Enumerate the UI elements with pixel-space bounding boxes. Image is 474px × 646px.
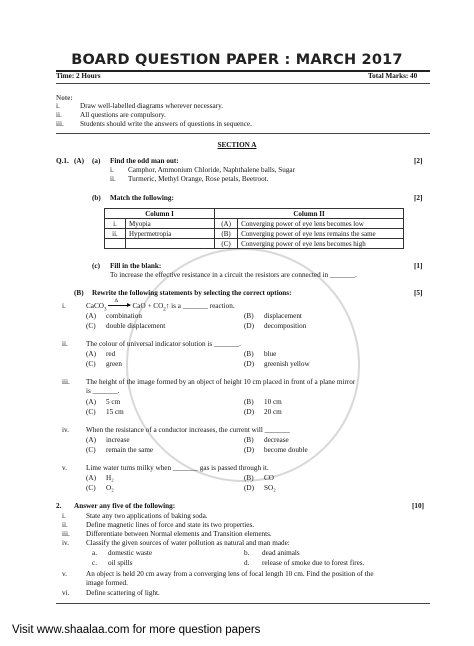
option-label: (B): [244, 312, 254, 320]
option-label: (A): [86, 312, 96, 320]
item-num: ii.: [62, 521, 68, 529]
watermark-seal: [126, 248, 360, 482]
subpart-title: Find the odd man out:: [110, 157, 179, 165]
marks: [10]: [412, 502, 424, 510]
time-label: Time: 2 Hours: [56, 72, 101, 80]
header-rule: [56, 83, 430, 84]
mcq-num: v.: [62, 464, 67, 472]
mcq-stem: The height of the image formed by an object of height 10 cm placed in front of a plane mirror: [86, 378, 356, 386]
section-heading: SECTION A: [217, 141, 257, 149]
mcq-stem: Lime water turns milky when _______ gas is passed through it.: [86, 464, 269, 472]
option-text: red: [106, 350, 116, 358]
marks: [2]: [414, 194, 423, 202]
item-num: ii.: [110, 175, 116, 183]
item-text: Turmeric, Methyl Orange, Rose petals, Beetroot.: [128, 175, 269, 183]
note-text: All questions are compulsory.: [80, 111, 166, 119]
item-num: iii.: [62, 530, 70, 538]
subitem-label: a.: [92, 549, 97, 557]
mcq-stem: CaCO$_3$ Δ CaO + $CO_2↑$ is a _______ reaction.: [86, 298, 235, 313]
subitem-label: b.: [244, 549, 250, 557]
item-text-cont: image formed.: [86, 579, 128, 587]
subitem-text: oil spills: [108, 559, 133, 567]
option-label: (C): [86, 360, 96, 368]
mcq-stem-cont: is _______.: [86, 387, 120, 395]
total-marks-label: Total Marks: 40: [368, 72, 418, 80]
table-row: [105, 239, 404, 249]
fill-blank-text: To increase the effective resistance in a circuit the resistors are connected in _______.: [110, 271, 357, 279]
option-label: (D): [244, 322, 254, 330]
option-text: 5 cm: [106, 398, 121, 406]
row-num: i.: [105, 219, 126, 229]
note-text: Students should write the answers of questions in sequence.: [80, 120, 252, 128]
note-num: i.: [56, 102, 60, 110]
note-heading: Note:: [56, 94, 73, 102]
item-num: iv.: [62, 539, 69, 547]
column1-cell: Hypermetropia: [126, 229, 215, 239]
option-label: (D): [244, 484, 254, 492]
mcq-num: iv.: [62, 426, 69, 434]
option-label: (A): [86, 436, 96, 444]
item-num: v.: [62, 570, 67, 578]
option-label: (C): [86, 484, 96, 492]
paper-title: BOARD QUESTION PAPER : MARCH 2017: [71, 52, 403, 68]
footer-link[interactable]: Visit www.shaalaa.com for more question papers: [12, 624, 261, 636]
row-num: ii.: [105, 229, 126, 239]
footer-rule: [56, 603, 430, 604]
item-text: Define scattering of light.: [86, 589, 160, 597]
note-num: ii.: [56, 111, 62, 119]
option-text: become double: [264, 446, 308, 454]
option-text: H₂: [106, 474, 114, 482]
option-label: (B): [244, 474, 254, 482]
marks: [5]: [414, 289, 423, 297]
option-label: (C): [86, 322, 96, 330]
option-label: (C): [86, 408, 96, 416]
item-num: i.: [110, 166, 114, 174]
option-label: (B): [244, 436, 254, 444]
subpart-label: (c): [92, 262, 100, 270]
option-text: 15 cm: [106, 408, 124, 416]
option-text: double displacement: [106, 322, 166, 330]
column2-cell: Converging power of eye lens becomes high: [238, 239, 404, 249]
option-text: SO₂: [264, 484, 276, 492]
column2-cell: Converging power of eye lens becomes low: [238, 219, 404, 229]
option-text: decomposition: [264, 322, 307, 330]
option-text: green: [106, 360, 122, 368]
option-label: (A): [86, 474, 96, 482]
table-header-row: [105, 209, 404, 219]
part-label: (A): [74, 157, 84, 165]
option-text: 10 cm: [264, 398, 282, 406]
match-table: [104, 208, 404, 249]
option-text: O₂: [106, 484, 114, 492]
item-num: vi.: [62, 589, 70, 597]
item-text: Define magnetic lines of force and state its two properties.: [86, 521, 255, 529]
option-label: (C): [86, 446, 96, 454]
subpart-title: Match the following:: [110, 194, 174, 202]
option-text: increase: [106, 436, 130, 444]
option-label: (A): [86, 350, 96, 358]
option-text: greenish yellow: [264, 360, 310, 368]
question-number: 2.: [56, 502, 62, 510]
marks: [1]: [414, 262, 423, 270]
subpart-label: (b): [92, 194, 101, 202]
mcq-stem: When the resistance of a conductor increases, the current will _______: [86, 426, 290, 434]
row-num: [105, 239, 126, 249]
option-text: displacement: [264, 312, 302, 320]
column1-cell: [126, 239, 215, 249]
subitem-label: d.: [244, 559, 250, 567]
option-text: 20 cm: [264, 408, 282, 416]
option-label: (A): [86, 398, 96, 406]
subpart-title: Fill in the blank:: [110, 262, 162, 270]
subpart-label: (a): [92, 157, 101, 165]
subitem-text: release of smoke due to forest fires.: [262, 559, 365, 567]
option-text: decrease: [264, 436, 289, 444]
row-letter: (A): [215, 219, 238, 229]
subitem-text: domestic waste: [108, 549, 153, 557]
mcq-stem: The colour of universal indicator solution is _______.: [86, 340, 241, 348]
question-title: Answer any five of the following:: [74, 502, 176, 510]
item-text: Differentiate between Normal elements and Transition elements.: [86, 530, 272, 538]
row-letter: (C): [215, 239, 238, 249]
option-text: remain the same: [106, 446, 154, 454]
item-text: Camphor, Ammonium Chloride, Naphthalene balls, Sugar: [128, 166, 295, 174]
subitem-text: dead animals: [262, 549, 300, 557]
notes-rule: [56, 133, 430, 134]
column2-cell: Converging power of eye lens remains the same: [238, 229, 404, 239]
mcq-num: ii.: [62, 340, 68, 348]
option-label: (B): [244, 398, 254, 406]
option-label: (D): [244, 360, 254, 368]
item-text: An object is held 20 cm away from a converging lens of focal length 10 cm. Find the position of the: [86, 570, 374, 578]
question-number: Q.1.: [56, 157, 69, 165]
item-num: i.: [62, 512, 66, 520]
item-text: State any two applications of baking soda.: [86, 512, 208, 520]
marks: [2]: [414, 157, 423, 165]
option-label: (D): [244, 446, 254, 454]
note-num: iii.: [56, 120, 64, 128]
mcq-num: i.: [62, 302, 66, 310]
table-row: [105, 219, 404, 229]
option-text: CO: [264, 474, 274, 482]
option-label: (B): [244, 350, 254, 358]
subitem-label: c.: [92, 559, 97, 567]
table-row: [105, 229, 404, 239]
item-text: Classify the given sources of water pollution as natural and man made:: [86, 539, 290, 547]
note-text: Draw well-labelled diagrams wherever necessary.: [80, 102, 224, 110]
part-label: (B): [74, 289, 84, 297]
column-header: Column II: [215, 209, 404, 219]
mcq-num: iii.: [62, 378, 70, 386]
option-text: blue: [264, 350, 277, 358]
option-label: (D): [244, 408, 254, 416]
row-letter: (B): [215, 229, 238, 239]
column-header: Column I: [105, 209, 215, 219]
part-title: Rewrite the following statements by selecting the correct options:: [92, 289, 292, 297]
option-text: combination: [106, 312, 142, 320]
column1-cell: Myopia: [126, 219, 215, 229]
